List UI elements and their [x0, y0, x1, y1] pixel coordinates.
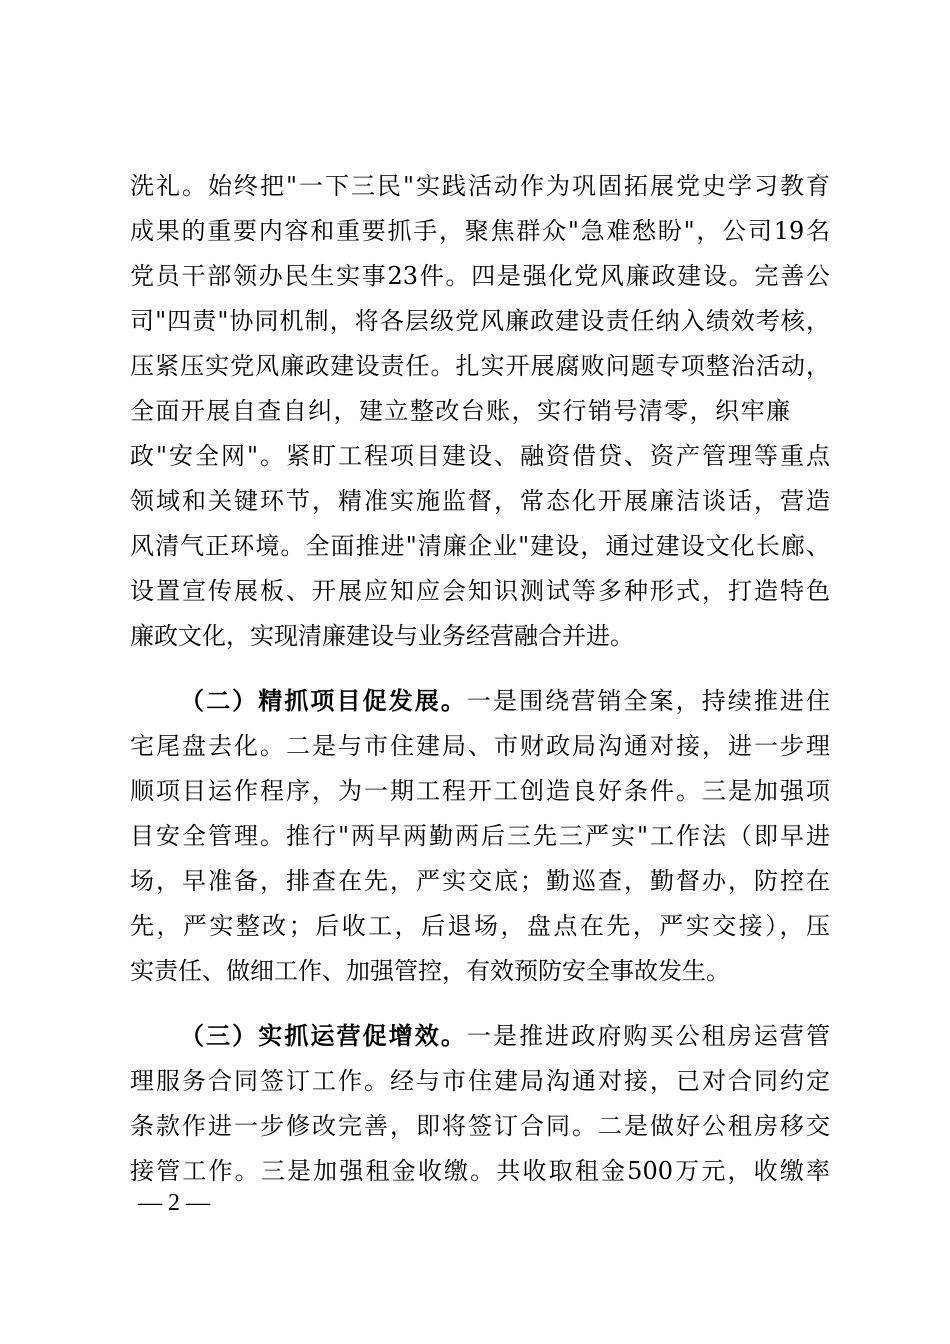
paragraph-line: 廉政文化，实现清廉建设与业务经营融合并进。 [130, 622, 634, 650]
paragraph-text: 一是围绕营销全案，持续推进住 [466, 687, 830, 715]
paragraph-first-line [180, 686, 830, 716]
paragraph-line: 政"安全网"。紧盯工程项目建设、融资借贷、资产管理等重点 [130, 442, 830, 470]
page-number: — 2 — [138, 1190, 210, 1216]
section-heading: （三）实抓运营促增效。 [180, 1021, 467, 1050]
paragraph-line: 全面开展自查自纠，建立整改台账，实行销号清零，织牢廉 [130, 397, 790, 425]
paragraph-line: 领域和关键环节，精准实施监督，常态化开展廉洁谈话，营造 [130, 487, 830, 515]
paragraph-first-line [180, 1021, 830, 1051]
section-heading: （二）精抓项目促发展。 [180, 686, 467, 715]
paragraph-line: 理服务合同签订工作。经与市住建局沟通对接，已对合同约定 [130, 1067, 830, 1095]
paragraph-line: 压紧压实党风廉政建设责任。扎实开展腐败问题专项整治活动， [130, 352, 830, 380]
paragraph-line: 洗礼。始终把"一下三民"实践活动作为巩固拓展党史学习教育 [130, 172, 830, 200]
paragraph-line: 司"四责"协同机制，将各层级党风廉政建设责任纳入绩效考核， [130, 307, 830, 335]
paragraph-line: 设置宣传展板、开展应知应会知识测试等多种形式，打造特色 [130, 577, 830, 605]
paragraph-line: 顺项目运作程序，为一期工程开工创造良好条件。三是加强项 [130, 777, 830, 805]
paragraph-line: 党员干部领办民生实事23件。四是强化党风廉政建设。完善公 [130, 262, 830, 290]
paragraph-line: 风清气正环境。全面推进"清廉企业"建设，通过建设文化长廊、 [130, 532, 830, 560]
paragraph-line: 目安全管理。推行"两早两勤两后三先三严实"工作法（即早进 [130, 822, 830, 850]
paragraph-line: 成果的重要内容和重要抓手，聚焦群众"急难愁盼"，公司19名 [130, 217, 830, 245]
paragraph-line: 条款作进一步修改完善，即将签订合同。二是做好公租房移交 [130, 1112, 830, 1140]
paragraph-line: 接管工作。三是加强租金收缴。共收取租金500万元，收缴率 [130, 1157, 830, 1185]
paragraph-line: 宅尾盘去化。二是与市住建局、市财政局沟通对接，进一步理 [130, 732, 830, 760]
paragraph-line: 实责任、做细工作、加强管控，有效预防安全事故发生。 [130, 957, 730, 985]
paragraph-text: 一是推进政府购买公租房运营管 [466, 1022, 830, 1050]
paragraph-line: 场，早准备，排查在先，严实交底；勤巡查，勤督办，防控在 [130, 867, 830, 895]
paragraph-line: 先，严实整改；后收工，后退场，盘点在先，严实交接），压 [130, 912, 830, 940]
